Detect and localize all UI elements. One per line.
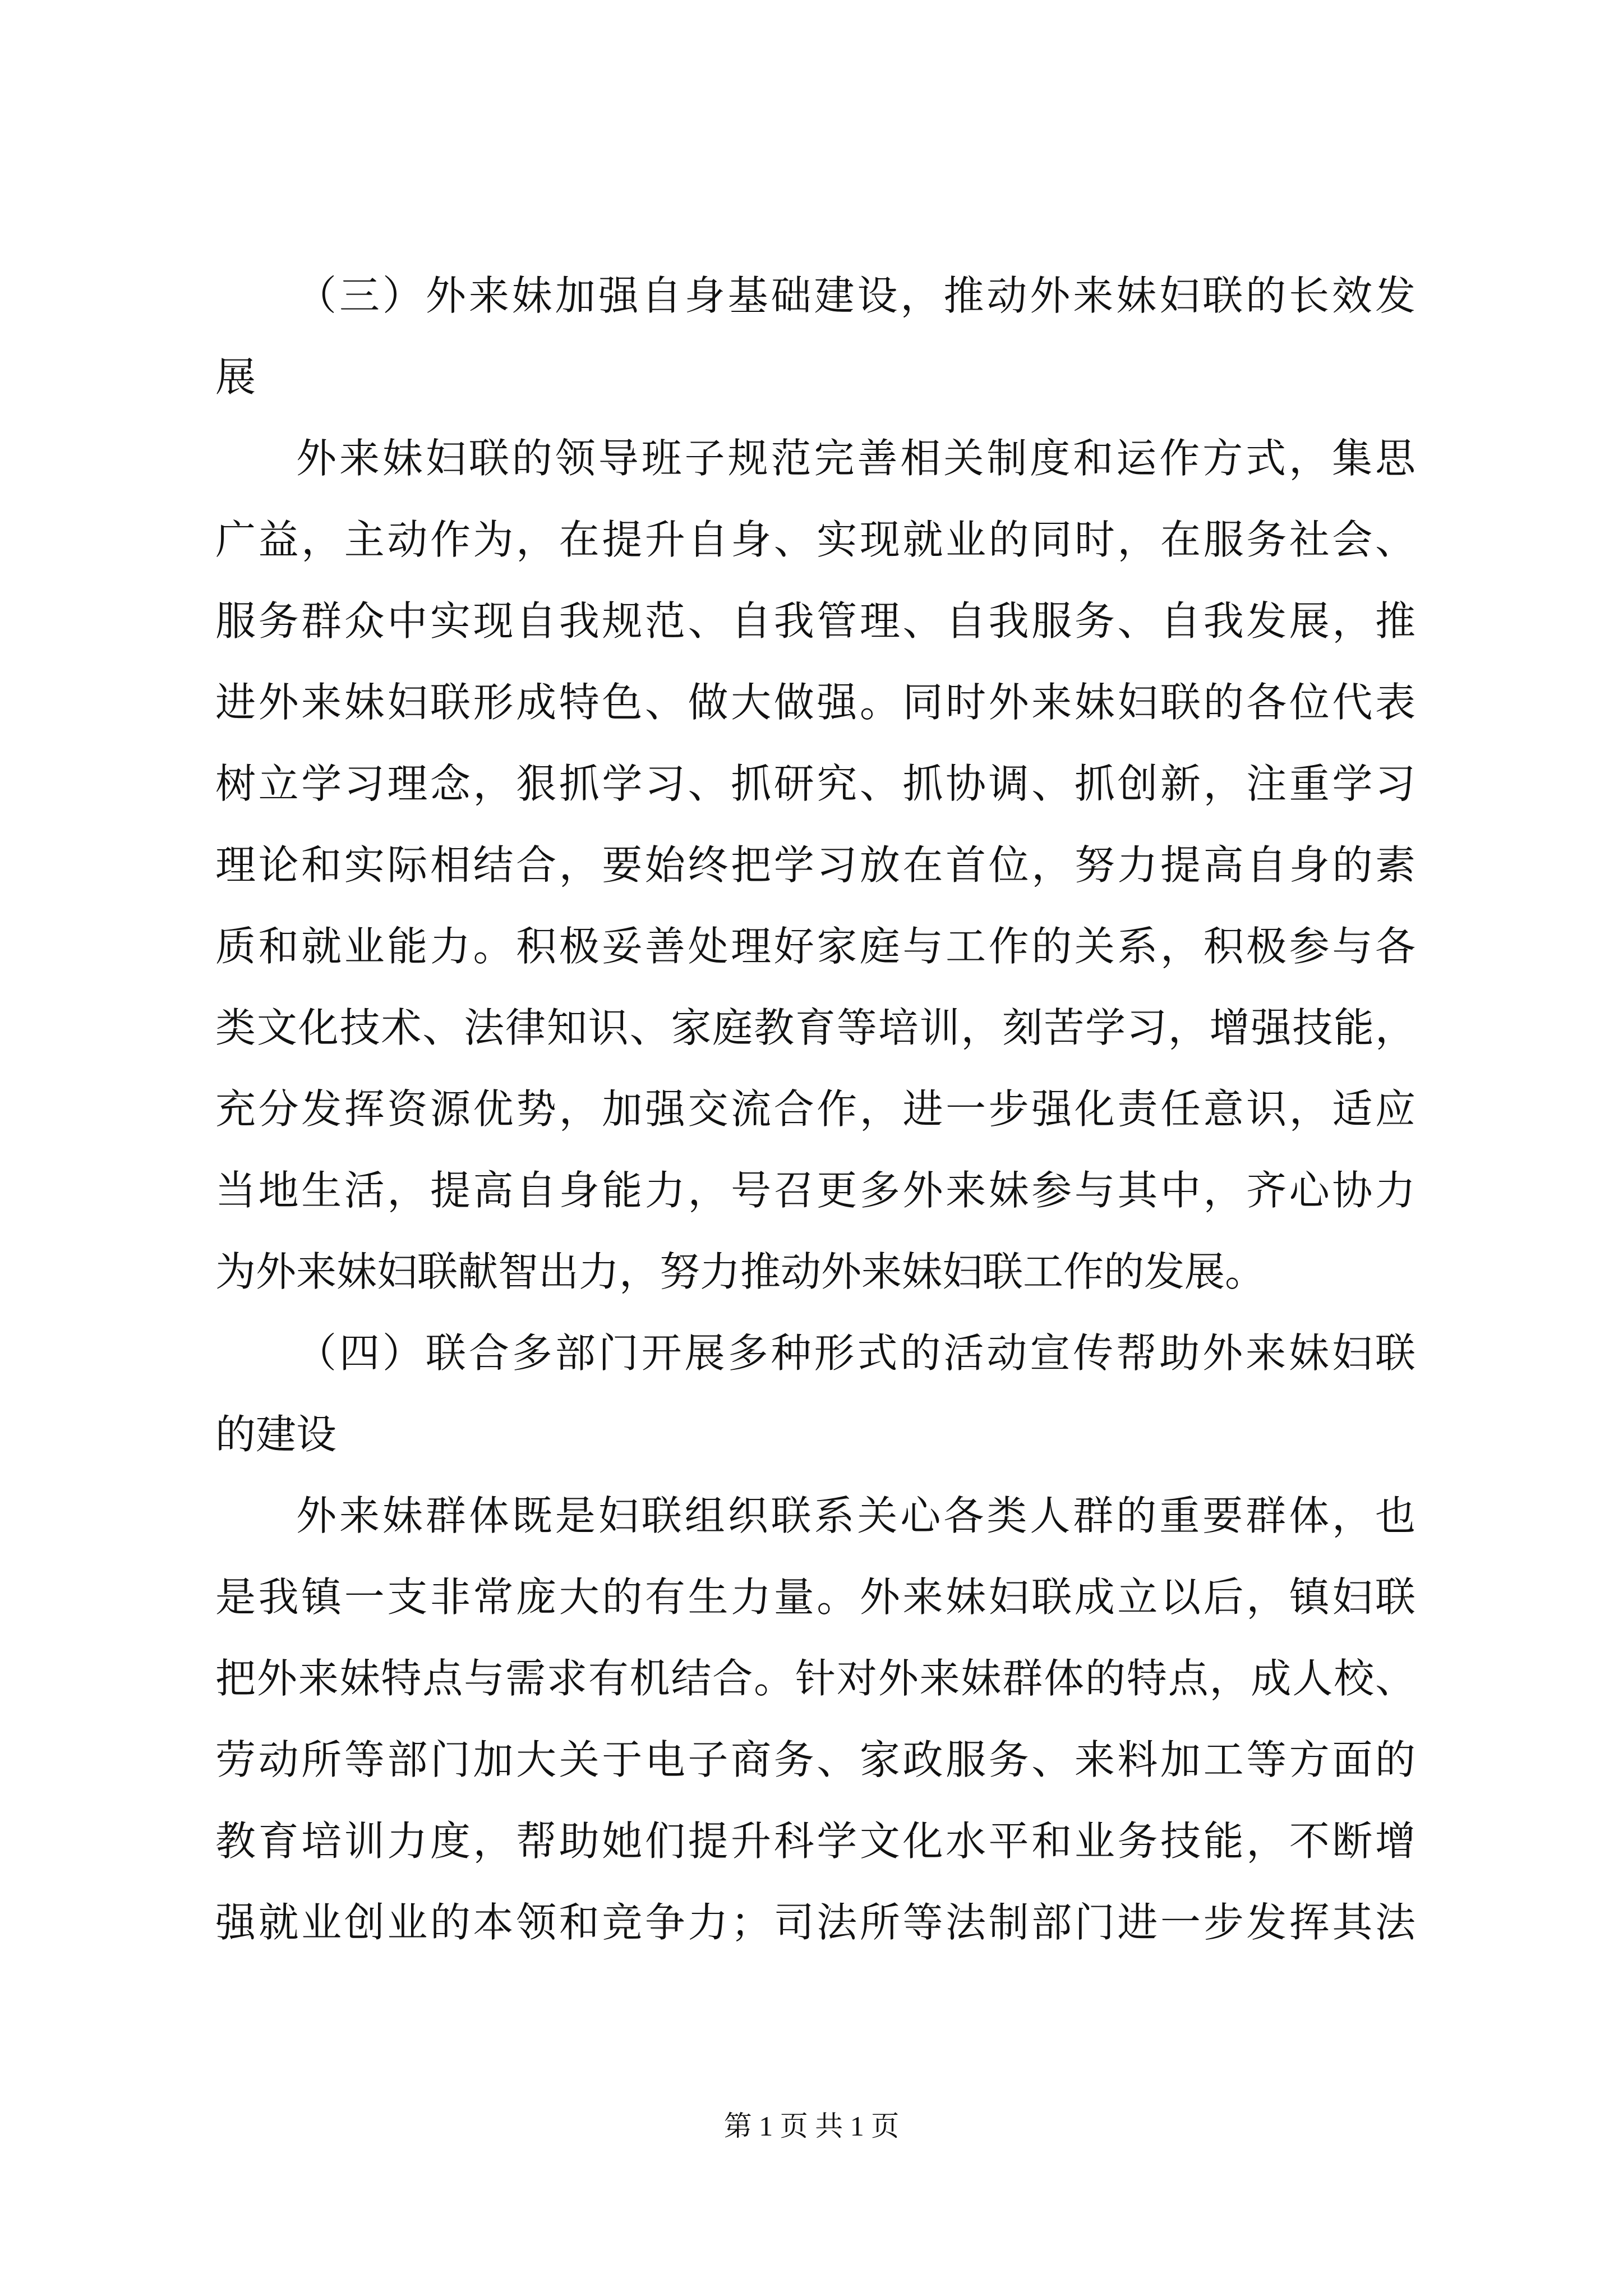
- section-4-heading-line-1: （四）联合多部门开展多种形式的活动宣传帮助外来妹妇联: [296, 1329, 1415, 1377]
- paragraph-line: 进外来妹妇联形成特色、做大做强。同时外来妹妇联的各位代表: [215, 679, 1415, 726]
- paragraph-line: 质和就业能力。积极妥善处理好家庭与工作的关系，积极参与各: [215, 923, 1415, 970]
- paragraph-line: 广益，主动作为，在提升自身、实现就业的同时，在服务社会、: [215, 516, 1415, 563]
- paragraph-line: 为外来妹妇联献智出力，努力推动外来妹妇联工作的发展。: [215, 1248, 1266, 1295]
- page-number-footer: 第 1 页 共 1 页: [723, 2110, 900, 2142]
- section-3-heading-line-2: 展: [215, 353, 256, 401]
- paragraph-line: 是我镇一支非常庞大的有生力量。外来妹妇联成立以后，镇妇联: [215, 1573, 1415, 1621]
- paragraph-line: 劳动所等部门加大关于电子商务、家政服务、来料加工等方面的: [215, 1736, 1415, 1783]
- document-body: [215, 255, 1415, 1963]
- paragraph-line: 类文化技术、法律知识、家庭教育等培训，刻苦学习，增强技能，: [215, 1004, 1415, 1051]
- paragraph-line: 外来妹群体既是妇联组织联系关心各类人群的重要群体，也: [296, 1492, 1415, 1539]
- paragraph-line: 充分发挥资源优势，加强交流合作，进一步强化责任意识，适应: [215, 1085, 1415, 1133]
- paragraph-line: 强就业创业的本领和竞争力；司法所等法制部门进一步发挥其法: [215, 1899, 1415, 1946]
- paragraph-line: 把外来妹特点与需求有机结合。针对外来妹群体的特点，成人校、: [215, 1655, 1415, 1702]
- paragraph-line: 当地生活，提高自身能力，号召更多外来妹参与其中，齐心协力: [215, 1167, 1415, 1214]
- section-3: [215, 255, 1415, 1313]
- section-4-heading-line-2: 的建设: [215, 1411, 337, 1458]
- paragraph-line: 服务群众中实现自我规范、自我管理、自我服务、自我发展，推: [215, 597, 1415, 645]
- section-4: [215, 1313, 1415, 1963]
- paragraph-line: 外来妹妇联的领导班子规范完善相关制度和运作方式，集思: [296, 435, 1415, 482]
- paragraph-line: 理论和实际相结合，要始终把学习放在首位，努力提高自身的素: [215, 841, 1415, 889]
- section-3-heading-line-1: （三）外来妹加强自身基础建设，推动外来妹妇联的长效发: [296, 272, 1415, 319]
- paragraph-line: 树立学习理念，狠抓学习、抓研究、抓协调、抓创新，注重学习: [215, 760, 1415, 807]
- paragraph-line: 教育培训力度，帮助她们提升科学文化水平和业务技能，不断增: [215, 1818, 1415, 1865]
